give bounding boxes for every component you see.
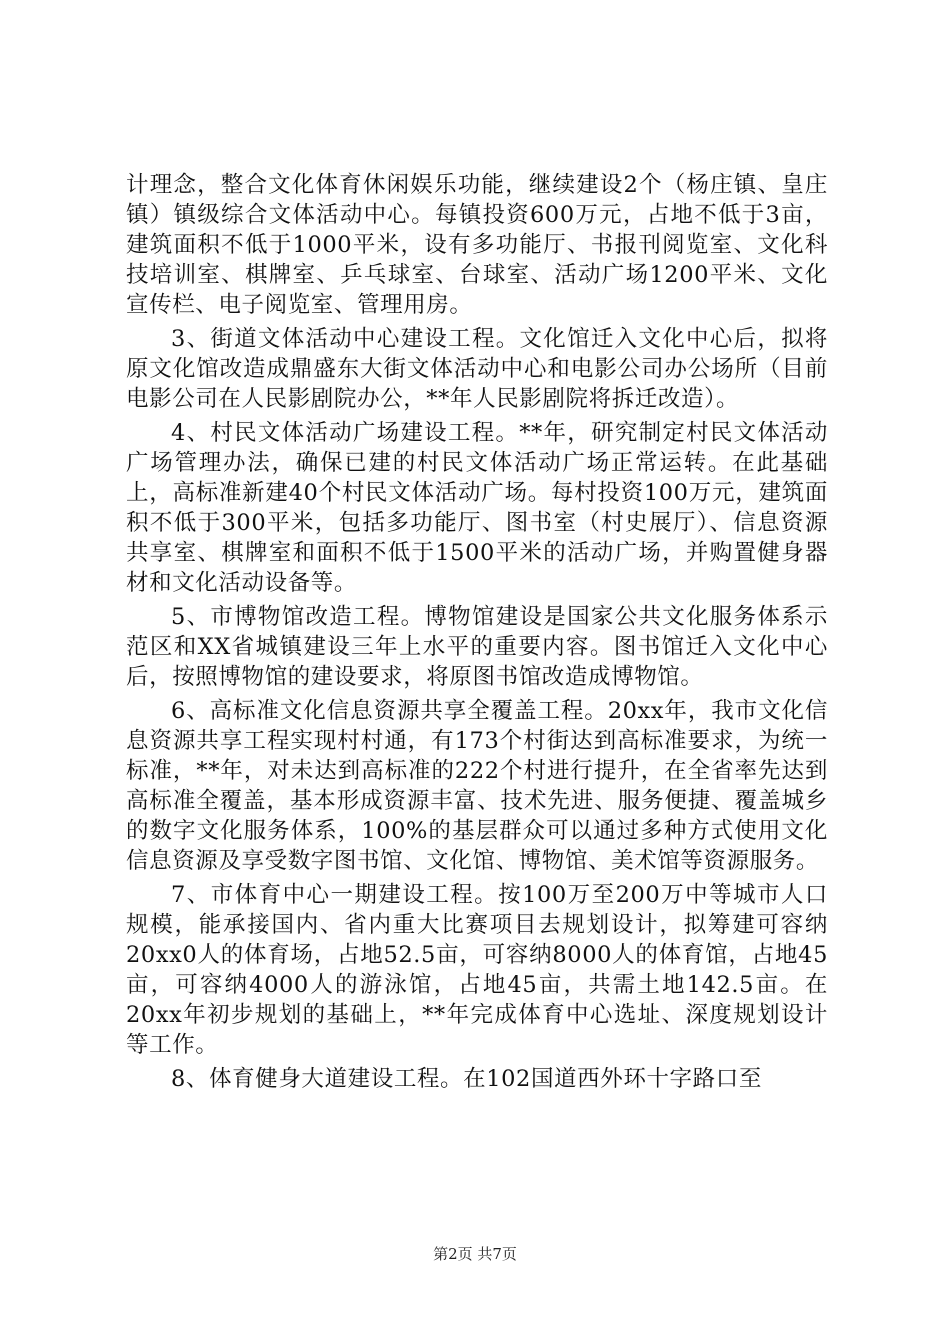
page-number-footer: 第2页 共7页 [433, 1245, 517, 1263]
paragraph-item-3: 3、街道文体活动中心建设工程。文化馆迁入文化中心后，拟将原文化馆改造成鼎盛东大街文体活动中心和电影公司办公场所（目前电影公司在人民影剧院办公，**年人民影剧院将拆迁改造）。 [126, 326, 828, 412]
paragraph-item-6: 6、高标准文化信息资源共享全覆盖工程。20xx年，我市文化信息资源共享工程实现村村通，有173个村街达到高标准要求，为统一标准，**年，对未达到高标准的222个村进行提升，在全省率先达到高标准全覆盖，基本形成资源丰富、技术先进、服务便捷、覆盖城乡的数字文化服务体系，100%的基层群众可以通过多种方式使用文化信息资源及享受数字图书馆、文化馆、博物馆、美术馆等资源服务。 [126, 698, 828, 874]
paragraph-item-7: 7、市体育中心一期建设工程。按100万至200万中等城市人口规模，能承接国内、省内重大比赛项目去规划设计，拟筹建可容纳20xx0人的体育场，占地52.5亩，可容纳8000人的体育馆，占地45亩，可容纳4000人的游泳馆，占地45亩，共需土地142.5亩。在20xx年初步规划的基础上，**年完成体育中心选址、深度规划设计等工作。 [126, 882, 828, 1058]
document-body [126, 170, 828, 1098]
paragraph-item-4: 4、村民文体活动广场建设工程。**年，研究制定村民文体活动广场管理办法，确保已建的村民文体活动广场正常运转。在此基础上，高标准新建40个村民文体活动广场。每村投资100万元，建筑面积不低于300平米，包括多功能厅、图书室（村史展厅）、信息资源共享室、棋牌室和面积不低于1500平米的活动广场，并购置健身器材和文化活动设备等。 [126, 420, 828, 596]
paragraph-item-5: 5、市博物馆改造工程。博物馆建设是国家公共文化服务体系示范区和XX省城镇建设三年上水平的重要内容。图书馆迁入文化中心后，按照博物馆的建设要求，将原图书馆改造成博物馆。 [126, 604, 828, 690]
paragraph-continuation: 计理念，整合文化体育休闲娱乐功能，继续建设2个（杨庄镇、皇庄镇）镇级综合文体活动中心。每镇投资600万元，占地不低于3亩，建筑面积不低于1000平米，设有多功能厅、书报刊阅览室、文化科技培训室、棋牌室、乒乓球室、台球室、活动广场1200平米、文化宣传栏、电子阅览室、管理用房。 [126, 172, 828, 318]
paragraph-item-8: 8、体育健身大道建设工程。在102国道西外环十字路口至 [171, 1066, 762, 1092]
